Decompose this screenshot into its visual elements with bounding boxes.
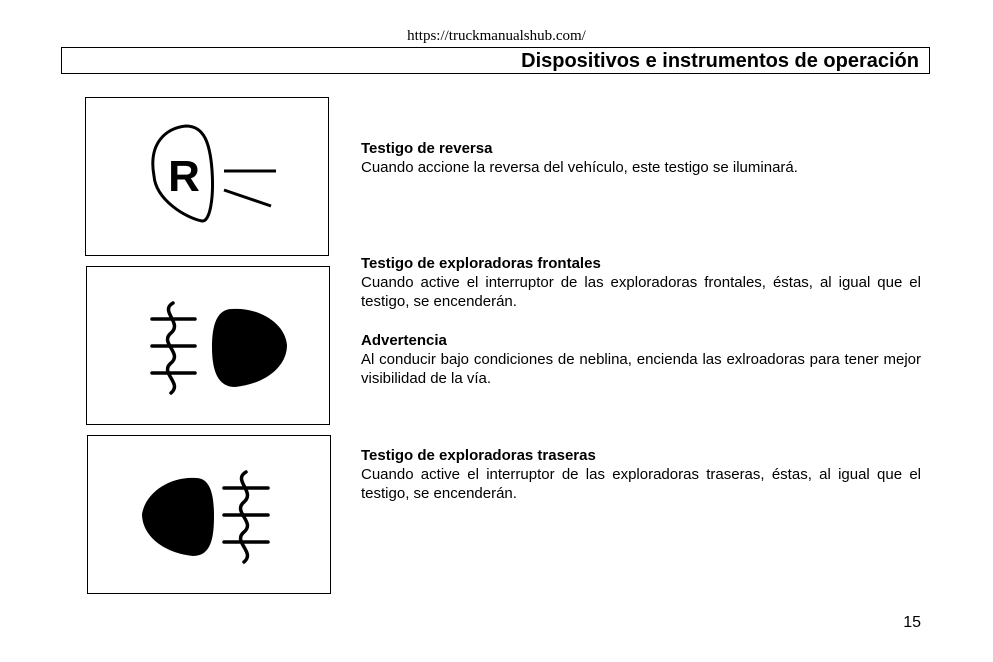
section-text: Cuando active el interruptor de las exploradoras frontales, éstas, al igual que el testigo, se encenderán. — [361, 274, 921, 310]
rear-fog-light-icon — [88, 436, 332, 595]
section-text: Cuando active el interruptor de las exploradoras traseras, éstas, al igual que el testigo, se encenderán. — [361, 466, 921, 502]
page-number: 15 — [903, 614, 921, 631]
section-heading: Testigo de reversa — [361, 140, 493, 157]
front-fog-light-section — [361, 254, 921, 311]
section-heading: Testigo de exploradoras traseras — [361, 447, 596, 464]
reverse-indicator-icon — [86, 98, 330, 257]
svg-text:R: R — [168, 152, 200, 201]
reverse-indicator-box — [85, 97, 329, 256]
section-text: Cuando accione la reversa del vehículo, este testigo se iluminará. — [361, 159, 798, 176]
front-fog-light-box — [86, 266, 330, 425]
section-heading: Testigo de exploradoras frontales — [361, 255, 601, 272]
page-title: Dispositivos e instrumentos de operación — [521, 50, 919, 72]
warning-section — [361, 331, 921, 388]
reverse-indicator-section — [361, 139, 921, 177]
front-fog-light-icon — [87, 267, 331, 426]
section-heading: Advertencia — [361, 332, 447, 349]
rear-fog-light-box — [87, 435, 331, 594]
section-text: Al conducir bajo condiciones de neblina, encienda las exlroadoras para tener mejor visibilidad de la vía. — [361, 351, 921, 387]
page-header — [61, 47, 930, 74]
source-url[interactable]: https://truckmanualshub.com/ — [407, 28, 586, 44]
rear-fog-light-section — [361, 446, 921, 503]
